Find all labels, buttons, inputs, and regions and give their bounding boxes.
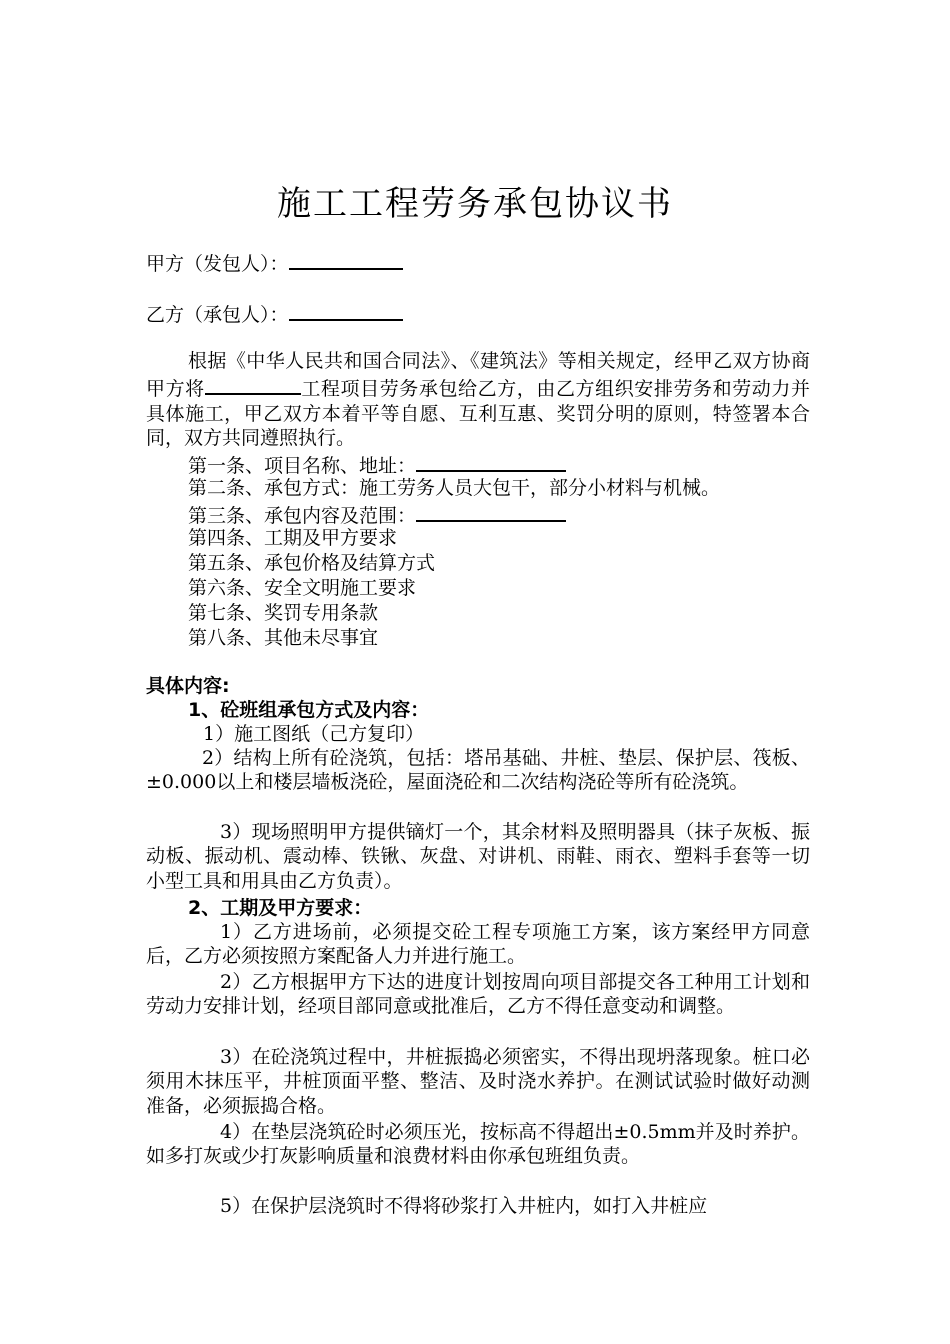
section-2-item-3: 3）在砼浇筑过程中，井桩振捣必须密实，不得出现坍落现象。桩口必须用木抹压平，井桩顶面平整、整洁、及时浇水养护。在测试试验时做好动测准备，必须振捣合格。	[146, 1046, 810, 1117]
details-heading: 具体内容:	[146, 675, 230, 697]
project-blank	[205, 373, 301, 395]
section-2-heading: 2、工期及甲方要求：	[188, 897, 373, 919]
article-4: 第四条、工期及甲方要求	[188, 527, 398, 549]
intro-text-1: 根据《中华人民共和国合同法》、《建筑法》等相关规定，经甲乙双方协商甲方将	[146, 350, 810, 401]
section-2-item-5: 5）在保护层浇筑时不得将砂浆打入井桩内，如打入井桩应	[220, 1195, 708, 1217]
article-3-text: 第三条、承包内容及范围：	[188, 505, 417, 527]
article-5: 第五条、承包价格及结算方式	[188, 552, 436, 574]
party-a-label: 甲方（发包人）：	[146, 253, 289, 275]
article-6: 第六条、安全文明施工要求	[188, 577, 417, 599]
article-8: 第八条、其他未尽事宜	[188, 627, 379, 649]
party-b-label: 乙方（承包人）：	[146, 304, 289, 326]
intro-text-2: 工程项目劳务承包给乙方，由乙方组织安排劳务和劳动力并具体施工，甲乙双方本着平等自愿、互利互惠、奖罚分明的原则，特签署本合同，双方共同遵照执行。	[146, 378, 810, 450]
party-a-line	[146, 248, 810, 277]
article-1-text: 第一条、项目名称、地址：	[188, 455, 417, 477]
section-2-item-1: 1）乙方进场前，必须提交砼工程专项施工方案，该方案经甲方同意后，乙方必须按照方案配备人力并进行施工。	[146, 921, 810, 968]
party-b-line	[146, 299, 810, 328]
party-b-blank	[289, 299, 403, 321]
section-1-heading: 1、砼班组承包方式及内容：	[188, 699, 430, 721]
section-1-item-3: 3）现场照明甲方提供镝灯一个，其余材料及照明器具（抹子灰板、振动板、振动机、震动棒、铁锹、灰盘、对讲机、雨鞋、雨衣、塑料手套等一切小型工具和用具由乙方负责）。	[146, 821, 810, 892]
article-3-blank	[416, 500, 566, 522]
article-7: 第七条、奖罚专用条款	[188, 602, 379, 624]
section-2-item-2: 2）乙方根据甲方下达的进度计划按周向项目部提交各工种用工计划和劳动力安排计划，经项目部同意或批准后，乙方不得任意变动和调整。	[146, 971, 810, 1018]
section-2-item-4: 4）在垫层浇筑砼时必须压光，按标高不得超出±0.5mm并及时养护。如多打灰或少打灰影响质量和浪费材料由你承包班组负责。	[146, 1121, 810, 1168]
intro-paragraph	[146, 349, 810, 451]
document-title: 施工工程劳务承包协议书	[277, 184, 673, 224]
section-1-item-2: 2）结构上所有砼浇筑，包括：塔吊基础、井桩、垫层、保护层、筏板、±0.000以上和楼层墙板浇砼，屋面浇砼和二次结构浇砼等所有砼浇筑。	[146, 747, 810, 794]
article-2: 第二条、承包方式：施工劳务人员大包干，部分小材料与机械。	[188, 477, 721, 499]
section-1-item-1: 1）施工图纸（己方复印）	[203, 723, 425, 745]
party-a-blank	[289, 248, 403, 270]
article-1-blank	[416, 450, 566, 472]
